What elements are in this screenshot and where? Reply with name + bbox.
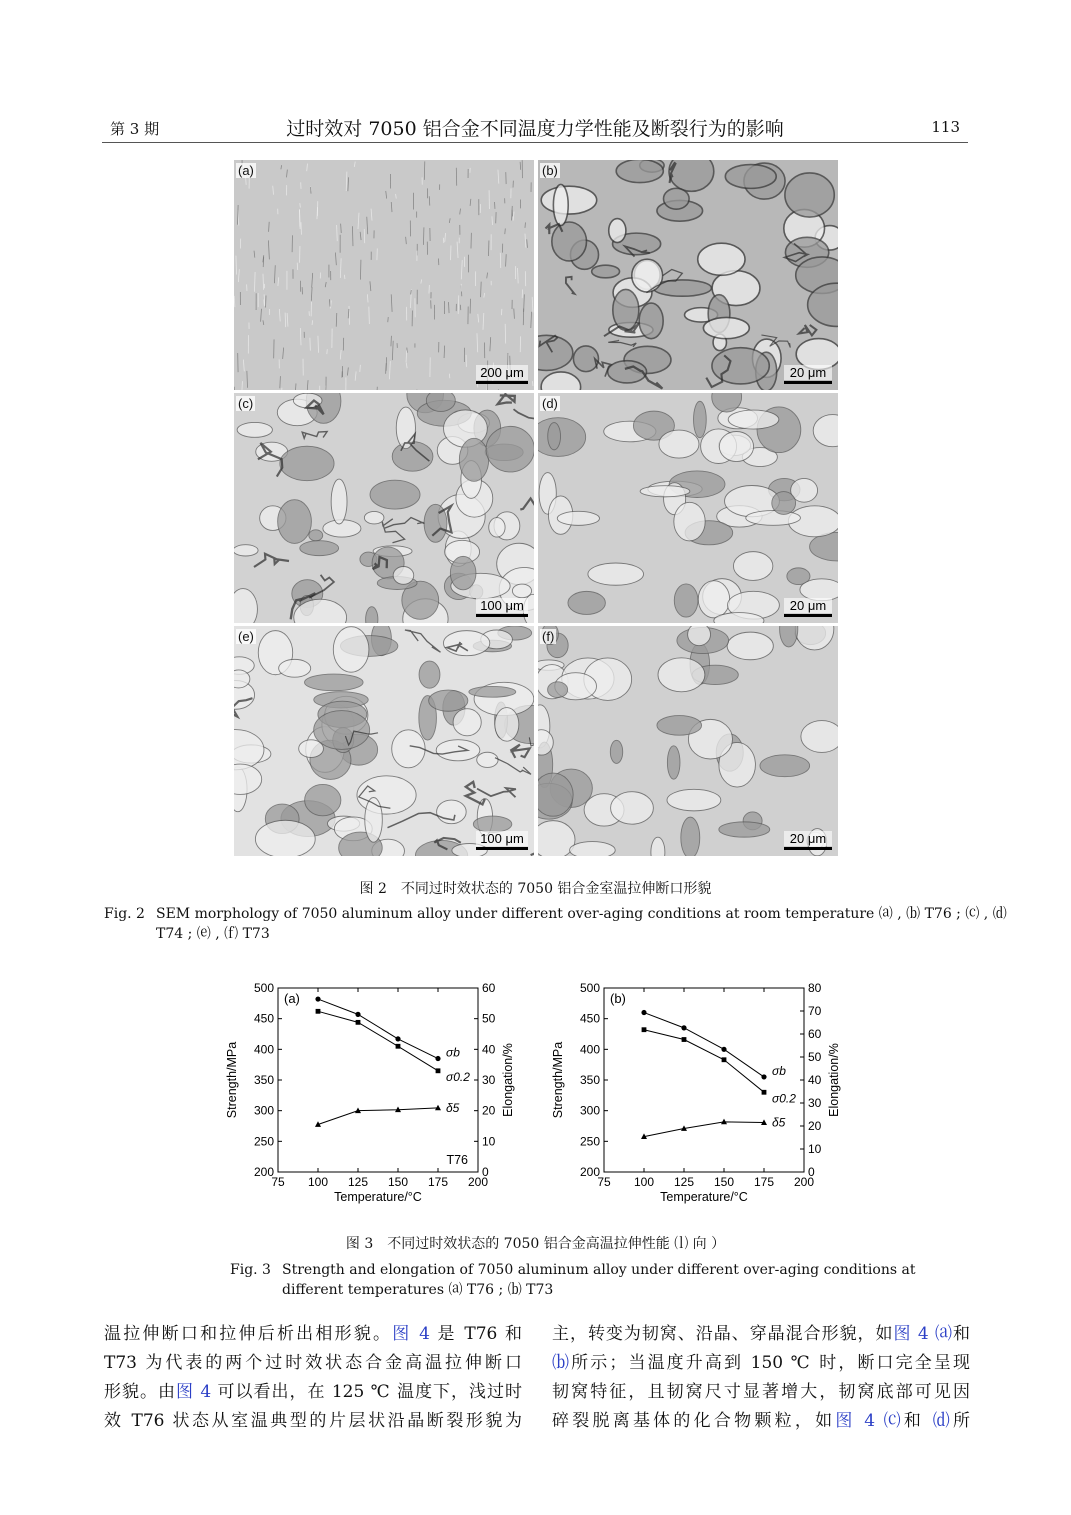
text-line — [104, 1349, 522, 1378]
y2-tick-label: 40 — [808, 1073, 822, 1087]
series-line-2 — [318, 1108, 438, 1125]
text-line — [552, 1320, 970, 1349]
chart-a — [222, 976, 522, 1216]
text-run: 形貌。由 — [104, 1382, 176, 1402]
figure-reference-link[interactable]: ⒟ — [932, 1411, 954, 1431]
y-tick-label: 500 — [579, 981, 600, 995]
text-line — [552, 1378, 970, 1407]
scale-line — [784, 614, 832, 617]
data-point-circle — [355, 1012, 360, 1017]
panel-label: (f) — [542, 629, 555, 644]
scale-text: 100 μm — [476, 598, 528, 613]
x-tick-label: 75 — [597, 1175, 611, 1189]
caption-line: different temperatures ⒜ T76 ; ⒝ T73 — [282, 1282, 554, 1298]
y2-axis-label: Elongation/% — [827, 1043, 841, 1117]
data-point-square — [722, 1057, 727, 1062]
y2-tick-label: 60 — [482, 981, 496, 995]
y-tick-label: 350 — [579, 1073, 600, 1087]
figure-reference-link[interactable]: 图 4 ⒜ — [893, 1324, 953, 1344]
sem-texture — [538, 160, 838, 390]
y-axis-label: Strength/MPa — [551, 1041, 565, 1119]
issue-number: 第 3 期 — [110, 120, 160, 138]
running-header — [102, 108, 968, 143]
text-line — [104, 1320, 522, 1349]
series-line-2 — [644, 1122, 764, 1137]
chart-a-wrapper — [222, 976, 522, 1220]
data-point-square — [316, 1009, 321, 1014]
text-run: 碎裂脱离基体的化合物颗粒，如 — [552, 1411, 836, 1431]
scale-bar — [784, 365, 832, 384]
y-tick-label: 300 — [253, 1103, 274, 1118]
text-run: 是 T76 和 — [429, 1324, 522, 1344]
scale-bar — [784, 831, 832, 850]
sem-panel-b — [538, 160, 838, 390]
figure-3-caption-cn: 图 3 不同过时效状态的 7050 铝合金高温拉伸性能 ⒧ 向 ） — [345, 1236, 726, 1252]
x-tick-label: 125 — [673, 1175, 695, 1189]
sem-panel-a — [234, 160, 534, 390]
data-point-circle — [761, 1074, 766, 1079]
data-point-square — [436, 1068, 441, 1073]
y-axis-label: Strength/MPa — [225, 1041, 239, 1119]
figure-reference-link[interactable]: 图 4 ⒞ — [835, 1411, 904, 1431]
data-point-circle — [641, 1010, 646, 1015]
data-point-square — [682, 1037, 687, 1042]
scale-text: 20 μm — [784, 598, 832, 613]
y-tick-label: 300 — [579, 1103, 600, 1118]
page-number: 113 — [931, 118, 960, 136]
data-point-circle — [315, 996, 320, 1001]
y2-tick-label: 30 — [808, 1096, 822, 1110]
data-point-square — [396, 1044, 401, 1049]
data-point-circle — [721, 1047, 726, 1052]
y-tick-label: 500 — [253, 981, 274, 995]
data-point-circle — [395, 1036, 400, 1041]
series-label: δ5 — [446, 1100, 460, 1115]
running-title: 过时效对 7050 铝合金不同温度力学性能及断裂行为的影响 — [286, 118, 784, 140]
y2-axis-label: Elongation/% — [501, 1043, 515, 1117]
figure-3-caption-en — [230, 1260, 916, 1300]
text-run: 和 — [953, 1324, 970, 1344]
scale-bar — [476, 365, 528, 384]
figure-reference-link[interactable]: ⒝ — [552, 1353, 572, 1373]
x-tick-label: 175 — [753, 1175, 775, 1189]
caption-label: Fig. 2 — [104, 906, 145, 922]
y-tick-label: 250 — [253, 1134, 274, 1149]
panel-label: (e) — [238, 629, 254, 644]
sem-texture — [234, 160, 534, 390]
data-point-circle — [681, 1025, 686, 1030]
x-tick-label: 175 — [427, 1175, 449, 1189]
panel-label: (b) — [542, 163, 558, 178]
data-point-square — [762, 1090, 767, 1095]
x-axis-label: Temperature/°C — [334, 1190, 422, 1204]
caption-label: Fig. 3 — [230, 1262, 271, 1278]
x-tick-label: 100 — [633, 1175, 655, 1189]
plot-frame — [604, 988, 804, 1172]
data-point-square — [642, 1027, 647, 1032]
x-tick-label: 125 — [347, 1175, 369, 1189]
scale-bar — [476, 831, 528, 850]
text-run: 和 — [903, 1411, 933, 1431]
figure-reference-link[interactable]: 图 4 — [392, 1324, 430, 1344]
series-label: σ0.2 — [446, 1069, 470, 1084]
series-label: σb — [446, 1045, 460, 1060]
series-label: σb — [772, 1063, 786, 1078]
caption-line: T74 ; ⒠ , ⒡ T73 — [156, 926, 270, 942]
y2-tick-label: 10 — [808, 1142, 822, 1156]
text-run: 可以看出，在 125 ℃ 温度下，浅过时 — [211, 1382, 522, 1402]
x-axis-label: Temperature/°C — [660, 1190, 748, 1204]
figure-2-sem-grid — [234, 160, 838, 856]
figure-2-caption-cn: 图 2 不同过时效状态的 7050 铝合金室温拉伸断口形貌 — [359, 881, 712, 897]
data-point-circle — [435, 1056, 440, 1061]
text-line — [552, 1349, 970, 1378]
y2-tick-label: 50 — [482, 1011, 496, 1026]
panel-label: (c) — [238, 396, 254, 411]
y-tick-label: 200 — [579, 1165, 600, 1179]
y2-tick-label: 70 — [808, 1004, 822, 1018]
text-run: 韧窝特征，且韧窝尺寸显著增大，韧窝底部可见因 — [552, 1382, 970, 1402]
text-run: 温拉伸断口和拉伸后析出相形貌。 — [104, 1324, 393, 1344]
y2-tick-label: 30 — [482, 1073, 496, 1087]
scale-text: 200 μm — [476, 365, 528, 380]
scale-line — [784, 381, 832, 384]
data-point-square — [356, 1020, 361, 1025]
y2-tick-label: 0 — [808, 1165, 815, 1179]
y-tick-label: 250 — [579, 1134, 600, 1149]
text-run: 所示；当温度升高到 150 ℃ 时，断口完全呈现 — [571, 1353, 971, 1373]
x-tick-label: 150 — [713, 1175, 735, 1189]
scale-text: 100 μm — [476, 831, 528, 846]
sem-texture — [538, 393, 838, 623]
scale-line — [784, 847, 832, 850]
series-line-0 — [318, 999, 438, 1058]
x-tick-label: 150 — [387, 1175, 409, 1189]
series-line-1 — [318, 1011, 438, 1070]
y2-tick-label: 40 — [482, 1042, 496, 1057]
scale-text: 20 μm — [784, 831, 832, 846]
caption-line: SEM morphology of 7050 aluminum alloy under different over-aging conditions at room temperature ⒜ , ⒝ T76 ; ⒞ , ⒟ — [156, 906, 1007, 922]
y2-tick-label: 0 — [482, 1165, 489, 1179]
body-column-right — [552, 1320, 970, 1436]
figure-2-caption-en — [104, 904, 1007, 944]
scale-line — [476, 614, 528, 617]
chart-panel-label: (a) — [284, 991, 300, 1006]
x-tick-label: 100 — [307, 1175, 329, 1189]
panel-label: (d) — [542, 396, 558, 411]
y2-tick-label: 80 — [808, 981, 822, 995]
y-tick-label: 200 — [253, 1165, 274, 1179]
scale-bar — [784, 598, 832, 617]
text-run: 所 — [953, 1411, 971, 1431]
x-tick-label: 75 — [271, 1175, 285, 1189]
y2-tick-label: 20 — [482, 1103, 496, 1118]
scale-bar — [476, 598, 528, 617]
text-run: T73 为代表的两个过时效状态合金高温拉伸断口 — [104, 1353, 522, 1373]
scale-line — [476, 847, 528, 850]
sem-panel-c — [234, 393, 534, 623]
y-tick-label: 400 — [579, 1042, 600, 1057]
text-line — [552, 1407, 970, 1436]
chart-panel-label: (b) — [610, 991, 626, 1006]
sem-texture — [234, 626, 534, 856]
chart-annotation: T76 — [446, 1153, 468, 1167]
y-tick-label: 400 — [253, 1042, 274, 1057]
y-tick-label: 450 — [579, 1011, 600, 1026]
chart-b-wrapper — [548, 976, 848, 1220]
text-run: 效 T76 状态从室温典型的片层状沿晶断裂形貌为 — [104, 1411, 522, 1431]
chart-b — [548, 976, 848, 1216]
figure-reference-link[interactable]: 图 4 — [175, 1382, 212, 1402]
sem-texture — [234, 393, 534, 623]
body-column-left — [104, 1320, 522, 1436]
series-line-0 — [644, 1013, 764, 1077]
scale-line — [476, 381, 528, 384]
text-run: 主，转变为韧窝、沿晶、穿晶混合形貌，如 — [552, 1324, 894, 1344]
scale-text: 20 μm — [784, 365, 832, 380]
x-tick-label: 200 — [467, 1175, 489, 1189]
sem-panel-d — [538, 393, 838, 623]
text-line — [104, 1407, 522, 1436]
sem-texture — [538, 626, 838, 856]
y2-tick-label: 60 — [808, 1027, 822, 1041]
panel-label: (a) — [238, 163, 254, 178]
caption-line: Strength and elongation of 7050 aluminum alloy under different over-aging conditions at — [282, 1262, 916, 1278]
y2-tick-label: 20 — [808, 1119, 822, 1133]
series-label: δ5 — [772, 1115, 786, 1130]
text-line — [104, 1378, 522, 1407]
y-tick-label: 450 — [253, 1011, 274, 1026]
sem-panel-f — [538, 626, 838, 856]
y2-tick-label: 50 — [808, 1050, 822, 1064]
series-label: σ0.2 — [772, 1091, 796, 1106]
x-tick-label: 200 — [793, 1175, 815, 1189]
y2-tick-label: 10 — [482, 1134, 496, 1149]
sem-panel-e — [234, 626, 534, 856]
y-tick-label: 350 — [253, 1073, 274, 1087]
